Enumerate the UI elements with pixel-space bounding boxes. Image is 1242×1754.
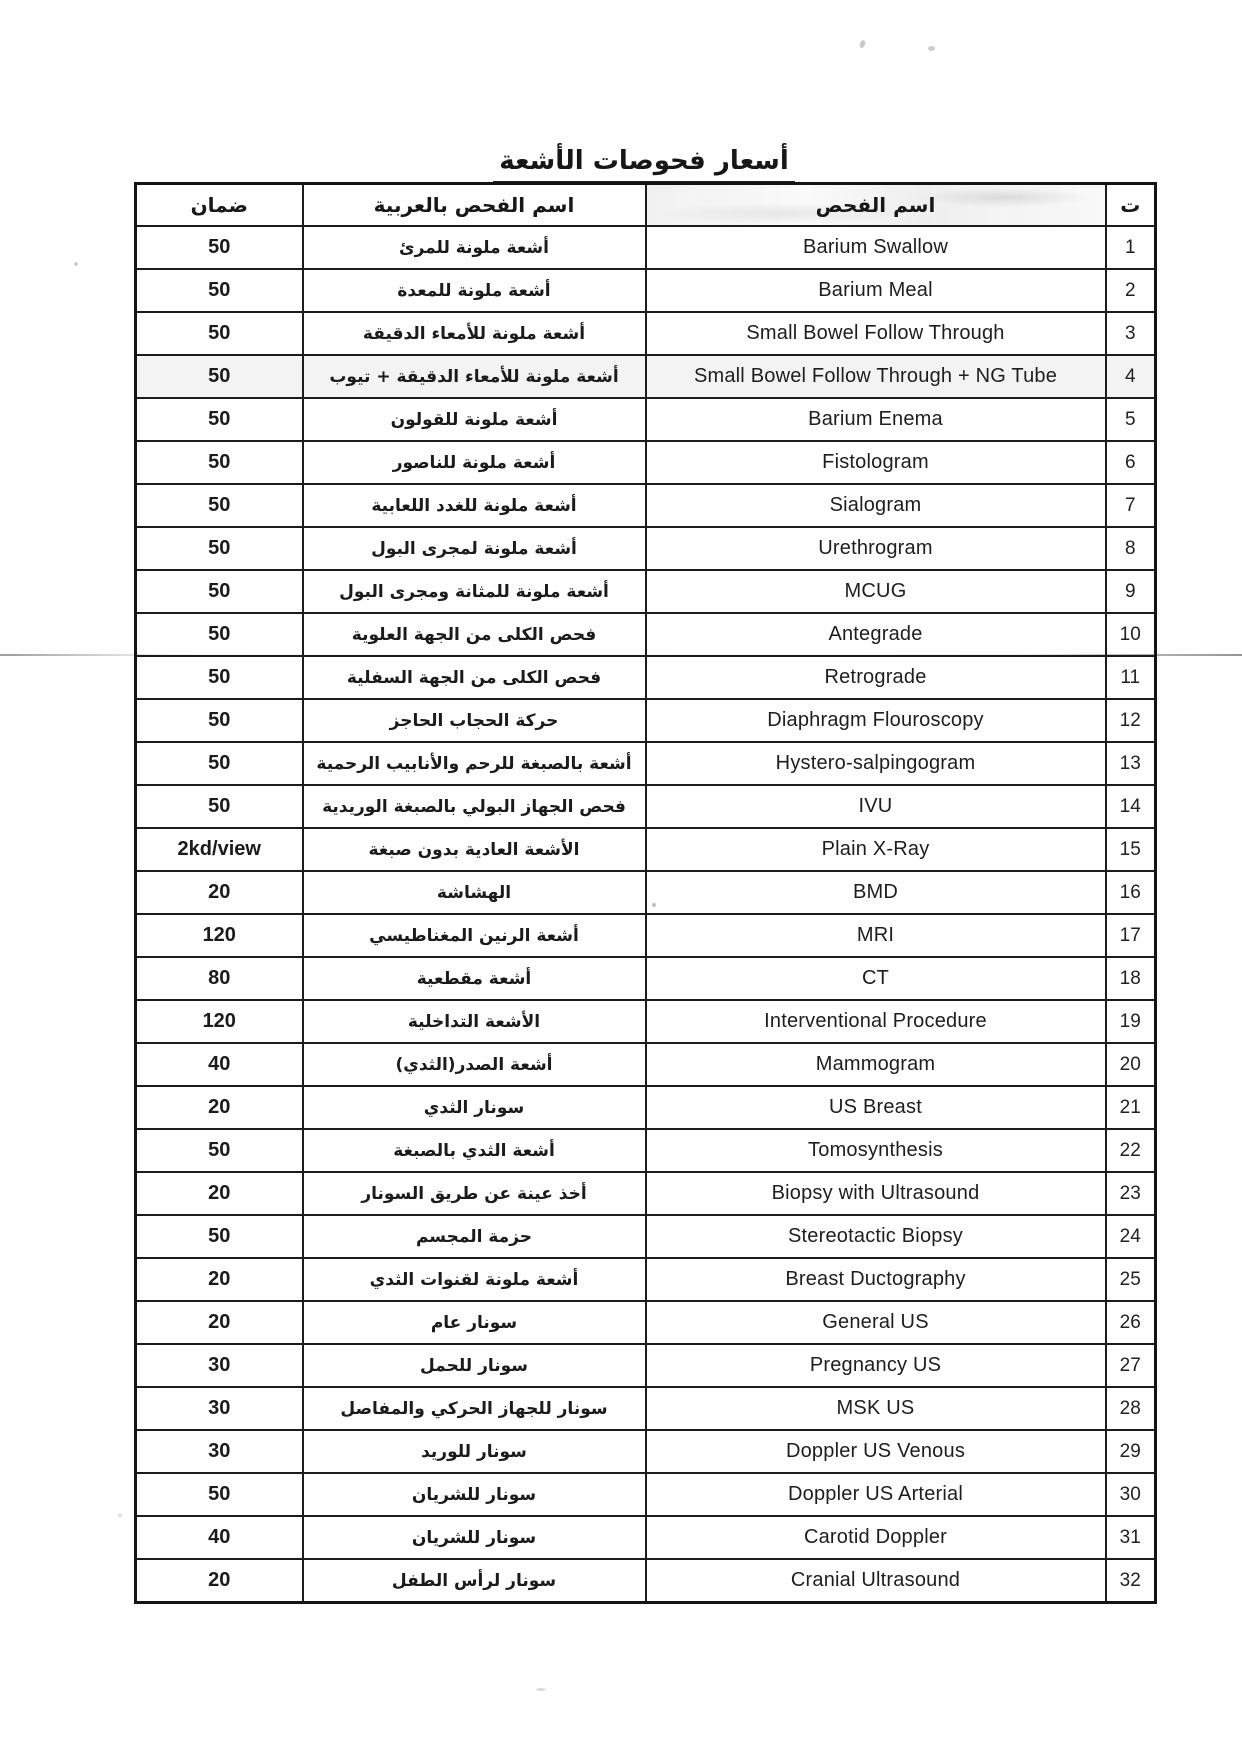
exam-name-ar-cell: أشعة الثدي بالصبغة bbox=[303, 1129, 646, 1172]
price-cell: 50 bbox=[136, 398, 303, 441]
scan-speck bbox=[74, 262, 78, 266]
exam-name-ar-cell: أشعة ملونة للمثانة ومجرى البول bbox=[303, 570, 646, 613]
header-serial: ت bbox=[1106, 184, 1156, 227]
table-row bbox=[136, 398, 1156, 441]
price-cell: 20 bbox=[136, 871, 303, 914]
exam-name-en-cell: Barium Enema bbox=[646, 398, 1106, 441]
header-exam-name-ar: اسم الفحص بالعربية bbox=[303, 184, 646, 227]
exam-name-ar-cell: أشعة ملونة للأمعاء الدقيقة bbox=[303, 312, 646, 355]
exam-name-en-cell: Stereotactic Biopsy bbox=[646, 1215, 1106, 1258]
table-row bbox=[136, 269, 1156, 312]
exam-name-en-cell: General US bbox=[646, 1301, 1106, 1344]
serial-cell: 8 bbox=[1106, 527, 1156, 570]
exam-name-ar-cell: فحص الكلى من الجهة العلوية bbox=[303, 613, 646, 656]
table-row bbox=[136, 1301, 1156, 1344]
exam-name-en-cell: Doppler US Arterial bbox=[646, 1473, 1106, 1516]
serial-cell: 15 bbox=[1106, 828, 1156, 871]
table-row bbox=[136, 1559, 1156, 1603]
serial-cell: 32 bbox=[1106, 1559, 1156, 1603]
table-row bbox=[136, 656, 1156, 699]
exam-name-ar-cell: أشعة مقطعية bbox=[303, 957, 646, 1000]
table-row bbox=[136, 1258, 1156, 1301]
price-cell: 50 bbox=[136, 269, 303, 312]
serial-cell: 1 bbox=[1106, 226, 1156, 269]
price-cell: 20 bbox=[136, 1172, 303, 1215]
exam-name-ar-cell: فحص الجهاز البولي بالصبغة الوريدية bbox=[303, 785, 646, 828]
price-cell: 50 bbox=[136, 1129, 303, 1172]
table-row bbox=[136, 484, 1156, 527]
serial-cell: 7 bbox=[1106, 484, 1156, 527]
serial-cell: 2 bbox=[1106, 269, 1156, 312]
exam-name-en-cell: Cranial Ultrasound bbox=[646, 1559, 1106, 1603]
table-row bbox=[136, 957, 1156, 1000]
exam-name-ar-cell: الأشعة التداخلية bbox=[303, 1000, 646, 1043]
header-price: ضمان bbox=[136, 184, 303, 227]
price-cell: 20 bbox=[136, 1559, 303, 1603]
serial-cell: 14 bbox=[1106, 785, 1156, 828]
scan-speck bbox=[536, 1688, 546, 1691]
exam-name-ar-cell: أشعة ملونة للقولون bbox=[303, 398, 646, 441]
exam-name-en-cell: Barium Swallow bbox=[646, 226, 1106, 269]
serial-cell: 28 bbox=[1106, 1387, 1156, 1430]
price-cell: 50 bbox=[136, 742, 303, 785]
price-cell: 50 bbox=[136, 570, 303, 613]
serial-cell: 18 bbox=[1106, 957, 1156, 1000]
price-cell: 50 bbox=[136, 312, 303, 355]
serial-cell: 30 bbox=[1106, 1473, 1156, 1516]
exam-name-en-cell: Biopsy with Ultrasound bbox=[646, 1172, 1106, 1215]
serial-cell: 6 bbox=[1106, 441, 1156, 484]
exam-name-en-cell: Carotid Doppler bbox=[646, 1516, 1106, 1559]
price-cell: 30 bbox=[136, 1430, 303, 1473]
exam-name-en-cell: MSK US bbox=[646, 1387, 1106, 1430]
serial-cell: 17 bbox=[1106, 914, 1156, 957]
serial-cell: 11 bbox=[1106, 656, 1156, 699]
exam-name-en-cell: CT bbox=[646, 957, 1106, 1000]
exam-name-en-cell: Interventional Procedure bbox=[646, 1000, 1106, 1043]
exam-name-ar-cell: سونار للوريد bbox=[303, 1430, 646, 1473]
price-cell: 40 bbox=[136, 1516, 303, 1559]
exam-name-en-cell: Plain X-Ray bbox=[646, 828, 1106, 871]
exam-name-en-cell: Urethrogram bbox=[646, 527, 1106, 570]
exam-name-ar-cell: أشعة ملونة لقنوات الثدي bbox=[303, 1258, 646, 1301]
exam-name-en-cell: Hystero-salpingogram bbox=[646, 742, 1106, 785]
exam-name-en-cell: Mammogram bbox=[646, 1043, 1106, 1086]
exam-name-ar-cell: سونار لرأس الطفل bbox=[303, 1559, 646, 1603]
table-row bbox=[136, 1344, 1156, 1387]
exam-name-en-cell: Breast Ductography bbox=[646, 1258, 1106, 1301]
exam-name-ar-cell: أشعة بالصبغة للرحم والأنابيب الرحمية bbox=[303, 742, 646, 785]
exam-name-en-cell: Antegrade bbox=[646, 613, 1106, 656]
exam-name-en-cell: Small Bowel Follow Through bbox=[646, 312, 1106, 355]
table-row bbox=[136, 785, 1156, 828]
price-cell: 50 bbox=[136, 1473, 303, 1516]
exam-name-en-cell: Retrograde bbox=[646, 656, 1106, 699]
serial-cell: 27 bbox=[1106, 1344, 1156, 1387]
serial-cell: 9 bbox=[1106, 570, 1156, 613]
table-row bbox=[136, 1043, 1156, 1086]
price-cell: 20 bbox=[136, 1301, 303, 1344]
exam-name-en-cell: MRI bbox=[646, 914, 1106, 957]
radiology-price-table bbox=[134, 182, 1157, 1604]
price-cell: 30 bbox=[136, 1344, 303, 1387]
exam-name-en-cell: MCUG bbox=[646, 570, 1106, 613]
exam-name-ar-cell: أشعة ملونة لمجرى البول bbox=[303, 527, 646, 570]
exam-name-en-cell: Doppler US Venous bbox=[646, 1430, 1106, 1473]
exam-name-ar-cell: أشعة الرنين المغناطيسي bbox=[303, 914, 646, 957]
serial-cell: 25 bbox=[1106, 1258, 1156, 1301]
table-row bbox=[136, 699, 1156, 742]
scan-speck bbox=[118, 1514, 122, 1517]
exam-name-en-cell: Small Bowel Follow Through + NG Tube bbox=[646, 355, 1106, 398]
exam-name-ar-cell: سونار الثدي bbox=[303, 1086, 646, 1129]
serial-cell: 24 bbox=[1106, 1215, 1156, 1258]
table-row bbox=[136, 1129, 1156, 1172]
exam-name-en-cell: Tomosynthesis bbox=[646, 1129, 1106, 1172]
serial-cell: 22 bbox=[1106, 1129, 1156, 1172]
serial-cell: 26 bbox=[1106, 1301, 1156, 1344]
exam-name-ar-cell: سونار للشريان bbox=[303, 1516, 646, 1559]
serial-cell: 31 bbox=[1106, 1516, 1156, 1559]
exam-name-ar-cell: أشعة ملونة للمعدة bbox=[303, 269, 646, 312]
exam-name-en-cell: Pregnancy US bbox=[646, 1344, 1106, 1387]
table-row bbox=[136, 1172, 1156, 1215]
price-cell: 50 bbox=[136, 656, 303, 699]
exam-name-ar-cell: سونار عام bbox=[303, 1301, 646, 1344]
price-cell: 20 bbox=[136, 1086, 303, 1129]
price-cell: 50 bbox=[136, 484, 303, 527]
serial-cell: 19 bbox=[1106, 1000, 1156, 1043]
table-header-row bbox=[136, 184, 1156, 227]
price-cell: 50 bbox=[136, 355, 303, 398]
serial-cell: 13 bbox=[1106, 742, 1156, 785]
table-row bbox=[136, 1000, 1156, 1043]
table-row bbox=[136, 1516, 1156, 1559]
scan-speck bbox=[859, 39, 866, 48]
exam-name-en-cell: Fistologram bbox=[646, 441, 1106, 484]
table-row bbox=[136, 1473, 1156, 1516]
price-cell: 50 bbox=[136, 1215, 303, 1258]
serial-cell: 20 bbox=[1106, 1043, 1156, 1086]
exam-name-ar-cell: الأشعة العادية بدون صبغة bbox=[303, 828, 646, 871]
exam-name-ar-cell: فحص الكلى من الجهة السفلية bbox=[303, 656, 646, 699]
page-title-text: أسعار فحوصات الأشعة bbox=[493, 146, 795, 184]
table-row bbox=[136, 570, 1156, 613]
exam-name-en-cell: Diaphragm Flouroscopy bbox=[646, 699, 1106, 742]
exam-name-ar-cell: سونار للجهاز الحركي والمفاصل bbox=[303, 1387, 646, 1430]
price-cell: 50 bbox=[136, 613, 303, 656]
exam-name-en-cell: IVU bbox=[646, 785, 1106, 828]
price-cell: 80 bbox=[136, 957, 303, 1000]
exam-name-en-cell: US Breast bbox=[646, 1086, 1106, 1129]
price-cell: 40 bbox=[136, 1043, 303, 1086]
price-cell: 50 bbox=[136, 441, 303, 484]
price-cell: 30 bbox=[136, 1387, 303, 1430]
price-cell: 2kd/view bbox=[136, 828, 303, 871]
table-row bbox=[136, 1086, 1156, 1129]
serial-cell: 23 bbox=[1106, 1172, 1156, 1215]
table-row bbox=[136, 1387, 1156, 1430]
serial-cell: 10 bbox=[1106, 613, 1156, 656]
page-title bbox=[134, 146, 1154, 184]
price-cell: 20 bbox=[136, 1258, 303, 1301]
price-cell: 120 bbox=[136, 914, 303, 957]
serial-cell: 21 bbox=[1106, 1086, 1156, 1129]
serial-cell: 3 bbox=[1106, 312, 1156, 355]
table-row bbox=[136, 1430, 1156, 1473]
exam-name-ar-cell: حزمة المجسم bbox=[303, 1215, 646, 1258]
exam-name-ar-cell: حركة الحجاب الحاجز bbox=[303, 699, 646, 742]
exam-name-ar-cell: أخذ عينة عن طريق السونار bbox=[303, 1172, 646, 1215]
table-row bbox=[136, 871, 1156, 914]
exam-name-ar-cell: سونار للحمل bbox=[303, 1344, 646, 1387]
exam-name-ar-cell: سونار للشريان bbox=[303, 1473, 646, 1516]
exam-name-ar-cell: أشعة ملونة للأمعاء الدقيقة + تيوب bbox=[303, 355, 646, 398]
table-row bbox=[136, 742, 1156, 785]
serial-cell: 16 bbox=[1106, 871, 1156, 914]
table-row bbox=[136, 441, 1156, 484]
scan-speck bbox=[928, 46, 935, 51]
serial-cell: 29 bbox=[1106, 1430, 1156, 1473]
price-cell: 50 bbox=[136, 699, 303, 742]
serial-cell: 5 bbox=[1106, 398, 1156, 441]
price-cell: 50 bbox=[136, 226, 303, 269]
table-row bbox=[136, 527, 1156, 570]
exam-name-ar-cell: أشعة ملونة للغدد اللعابية bbox=[303, 484, 646, 527]
exam-name-en-cell: Barium Meal bbox=[646, 269, 1106, 312]
table-row bbox=[136, 226, 1156, 269]
exam-name-en-cell: Sialogram bbox=[646, 484, 1106, 527]
table-row bbox=[136, 312, 1156, 355]
exam-name-ar-cell: أشعة ملونة للناصور bbox=[303, 441, 646, 484]
table-row bbox=[136, 355, 1156, 398]
exam-name-en-cell: BMD bbox=[646, 871, 1106, 914]
table-row bbox=[136, 828, 1156, 871]
exam-name-ar-cell: أشعة الصدر(الثدي) bbox=[303, 1043, 646, 1086]
price-cell: 50 bbox=[136, 785, 303, 828]
header-exam-name-en: اسم الفحص bbox=[646, 184, 1106, 227]
exam-name-ar-cell: الهشاشة bbox=[303, 871, 646, 914]
price-cell: 120 bbox=[136, 1000, 303, 1043]
exam-name-ar-cell: أشعة ملونة للمرئ bbox=[303, 226, 646, 269]
table-row bbox=[136, 914, 1156, 957]
serial-cell: 4 bbox=[1106, 355, 1156, 398]
table-row bbox=[136, 1215, 1156, 1258]
price-cell: 50 bbox=[136, 527, 303, 570]
serial-cell: 12 bbox=[1106, 699, 1156, 742]
table-row bbox=[136, 613, 1156, 656]
